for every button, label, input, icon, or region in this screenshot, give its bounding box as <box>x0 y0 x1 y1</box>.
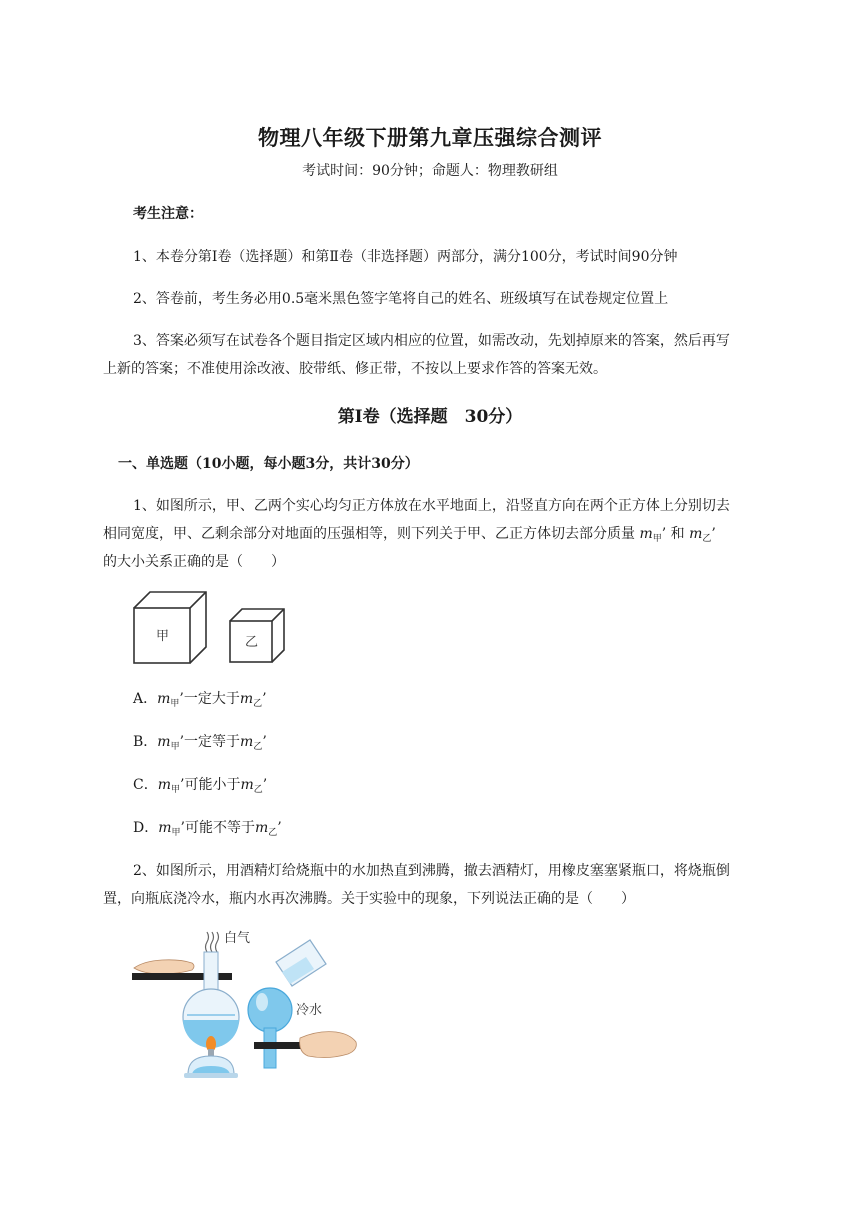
q2-line-1: 2、如图所示，用酒精灯给烧瓶中的水加热直到沸腾，撤去酒精灯，用橡皮塞塞紧瓶口，将烧瓶倒 <box>133 863 730 879</box>
prime: ’ <box>262 734 267 750</box>
sub-jia: 甲 <box>171 785 181 795</box>
q2-flask-figure <box>128 922 360 1082</box>
m-symbol: m <box>157 691 171 707</box>
option-relation: 一定等于 <box>184 734 241 750</box>
sub-yi: 乙 <box>253 699 263 709</box>
sub-jia: 甲 <box>170 699 180 709</box>
sub-yi: 乙 <box>268 828 278 838</box>
m-symbol: m <box>157 734 171 750</box>
cube-jia <box>134 592 206 663</box>
q1-option-d[interactable] <box>133 816 282 845</box>
alcohol-lamp-icon <box>184 1049 238 1078</box>
sub-jia: 甲 <box>652 534 662 544</box>
notice-item-3-continued: 上新的答案；不准使用涂改液、胶带纸、修正带，不按以上要求作答的答案无效。 <box>103 361 607 377</box>
option-relation: 一定大于 <box>183 691 240 707</box>
prime: ’ <box>179 691 184 707</box>
sub-jia: 甲 <box>170 742 180 752</box>
option-relation: 可能小于 <box>184 777 241 793</box>
q1-option-b[interactable] <box>133 730 267 759</box>
and-word: 和 <box>670 526 685 542</box>
option-prefix: A． <box>133 691 158 707</box>
prime: ’ <box>262 777 268 793</box>
q1-line-1: 1、如图所示，甲、乙两个实心均匀正方体放在水平地面上，沿竖直方向在两个正方体上分别切去 <box>133 498 730 514</box>
right-hand-icon <box>300 1032 357 1058</box>
option-prefix: C． <box>133 777 158 793</box>
cube-jia-label: 甲 <box>156 629 170 644</box>
m-symbol: m <box>240 777 254 793</box>
q1-line-3: 的大小关系正确的是（ ） <box>103 554 285 570</box>
m-symbol: m <box>689 526 703 542</box>
notice-item-2: 2、答卷前，考生务必用0.5毫米黑色签字笔将自己的姓名、班级填写在试卷规定位置上 <box>133 291 669 307</box>
prime: ’ <box>661 526 667 542</box>
option-prefix: B． <box>133 734 158 750</box>
beaker-icon <box>276 940 326 986</box>
prime: ’ <box>262 691 267 707</box>
section-heading-single-choice: 一、单选题（10小题，每小题3分，共计30分） <box>118 456 419 472</box>
m-symbol: m <box>239 691 254 707</box>
exam-title: 物理八年级下册第九章压强综合测评 <box>258 125 602 150</box>
option-prefix: D． <box>133 820 159 836</box>
prime: ’ <box>180 777 185 793</box>
q1-cubes-figure <box>128 588 293 668</box>
cold-water-label: 冷水 <box>296 1003 323 1018</box>
m-symbol: m <box>254 820 269 836</box>
notice-item-1: 1、本卷分第Ⅰ卷（选择题）和第Ⅱ卷（非选择题）两部分，满分100分，考试时间90分钟 <box>133 249 678 265</box>
left-hand-icon <box>134 960 194 974</box>
q1-option-c[interactable] <box>133 773 267 802</box>
cube-yi-label: 乙 <box>245 635 259 650</box>
sub-yi: 乙 <box>253 742 263 752</box>
part1-heading: 第Ⅰ卷（选择题 30分） <box>337 407 523 427</box>
prime: ’ <box>277 820 282 836</box>
prime: ’ <box>180 820 185 836</box>
notice-heading: 考生注意： <box>133 206 203 222</box>
prime: ’ <box>711 526 716 542</box>
inverted-flask-icon <box>248 988 292 1068</box>
exam-subtitle: 考试时间：90分钟；命题人：物理教研组 <box>302 163 558 179</box>
m-symbol: m <box>240 734 254 750</box>
m-symbol: m <box>157 777 171 793</box>
q1-option-a[interactable] <box>133 687 267 716</box>
steam-icon <box>206 932 219 952</box>
m-symbol: m <box>639 526 653 542</box>
sub-jia: 甲 <box>171 828 181 838</box>
steam-label: 白气 <box>224 931 251 946</box>
q2-line-2: 置，向瓶底浇冷水，瓶内水再次沸腾。关于实验中的现象，下列说法正确的是（ ） <box>103 891 635 907</box>
prime: ’ <box>179 734 185 750</box>
option-relation: 可能不等于 <box>184 820 255 836</box>
sub-yi: 乙 <box>702 534 712 544</box>
q1-line-2-text: 相同宽度，甲、乙剩余部分对地面的压强相等，则下列关于甲、乙正方体切去部分质量 <box>103 526 635 542</box>
sub-yi: 乙 <box>253 785 263 795</box>
m-symbol: m <box>158 820 172 836</box>
notice-item-3: 3、答案必须写在试卷各个题目指定区域内相应的位置，如需改动，先划掉原来的答案，然后再写 <box>133 333 730 349</box>
